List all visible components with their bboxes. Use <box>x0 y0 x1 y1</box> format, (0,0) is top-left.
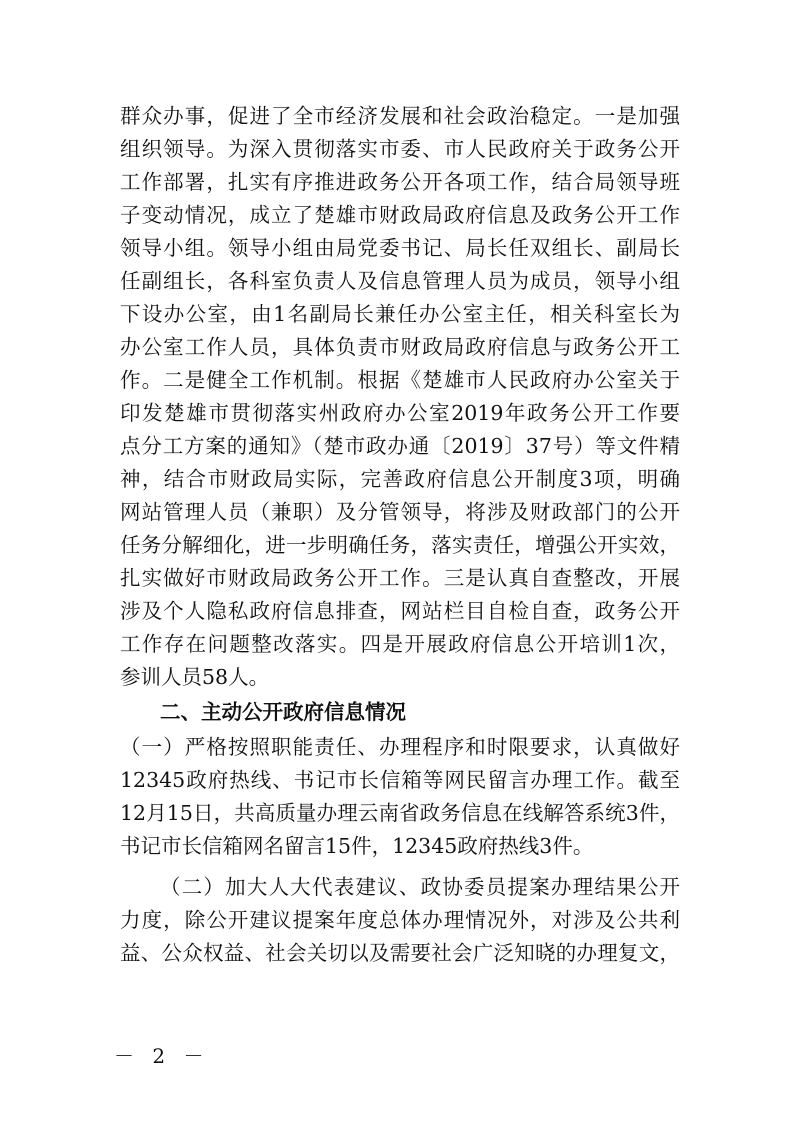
body-line: 下设办公室，由1名副局长兼任办公室主任，相关科室长为 <box>120 302 680 326</box>
page-number: － 2 － <box>114 1044 210 1068</box>
paragraph-1-line: 12月15日，共高质量办理云南省政务信息在线解答系统3件， <box>120 801 680 825</box>
body-line: 组织领导。为深入贯彻落实市委、市人民政府关于政务公开 <box>120 137 680 161</box>
body-line: 神，结合市财政局实际，完善政府信息公开制度3项，明确 <box>120 467 680 491</box>
paragraph-1-line: 12345政府热线、书记市长信箱等网民留言办理工作。截至 <box>120 768 680 792</box>
section-heading: 二、主动公开政府信息情况 <box>160 700 406 724</box>
body-line: 作。二是健全工作机制。根据《楚雄市人民政府办公室关于 <box>120 368 680 392</box>
paragraph-2-line: （二）加大人大代表建议、政协委员提案办理结果公开 <box>160 875 680 899</box>
body-line: 群众办事，促进了全市经济发展和社会政治稳定。一是加强 <box>120 104 680 128</box>
body-line: 点分工方案的通知》（楚市政办通〔2019〕37号）等文件精 <box>120 434 680 458</box>
body-line: 工作部署，扎实有序推进政务公开各项工作，结合局领导班 <box>120 170 680 194</box>
body-line: 办公室工作人员，具体负责市财政局政府信息与政务公开工 <box>120 335 680 359</box>
paragraph-gap <box>120 863 680 871</box>
body-line: 参训人员58人。 <box>120 665 270 689</box>
body-line: 扎实做好市财政局政务公开工作。三是认真自查整改，开展 <box>120 566 680 590</box>
paragraph-2-line: 益、公众权益、社会关切以及需要社会广泛知晓的办理复文， <box>120 941 680 965</box>
body-line: 领导小组。领导小组由局党委书记、局长任双组长、副局长 <box>120 236 680 260</box>
paragraph-1-line: （一）严格按照职能责任、办理程序和时限要求，认真做好 <box>120 735 680 759</box>
body-line: 网站管理人员（兼职）及分管领导，将涉及财政部门的公开 <box>120 500 680 524</box>
body-line: 任务分解细化，进一步明确任务，落实责任，增强公开实效， <box>120 533 680 557</box>
body-line: 工作存在问题整改落实。四是开展政府信息公开培训1次， <box>120 632 680 656</box>
body-line: 任副组长，各科室负责人及信息管理人员为成员，领导小组 <box>120 269 680 293</box>
paragraph-1-line: 书记市长信箱网名留言15件，12345政府热线3件。 <box>120 834 594 858</box>
body-line: 子变动情况，成立了楚雄市财政局政府信息及政务公开工作 <box>120 203 680 227</box>
body-line: 印发楚雄市贯彻落实州政府办公室2019年政务公开工作要 <box>120 401 680 425</box>
body-line: 涉及个人隐私政府信息排查，网站栏目自检自查，政务公开 <box>120 599 680 623</box>
document-body <box>120 100 680 970</box>
paragraph-2-line: 力度，除公开建议提案年度总体办理情况外，对涉及公共利 <box>120 908 680 932</box>
